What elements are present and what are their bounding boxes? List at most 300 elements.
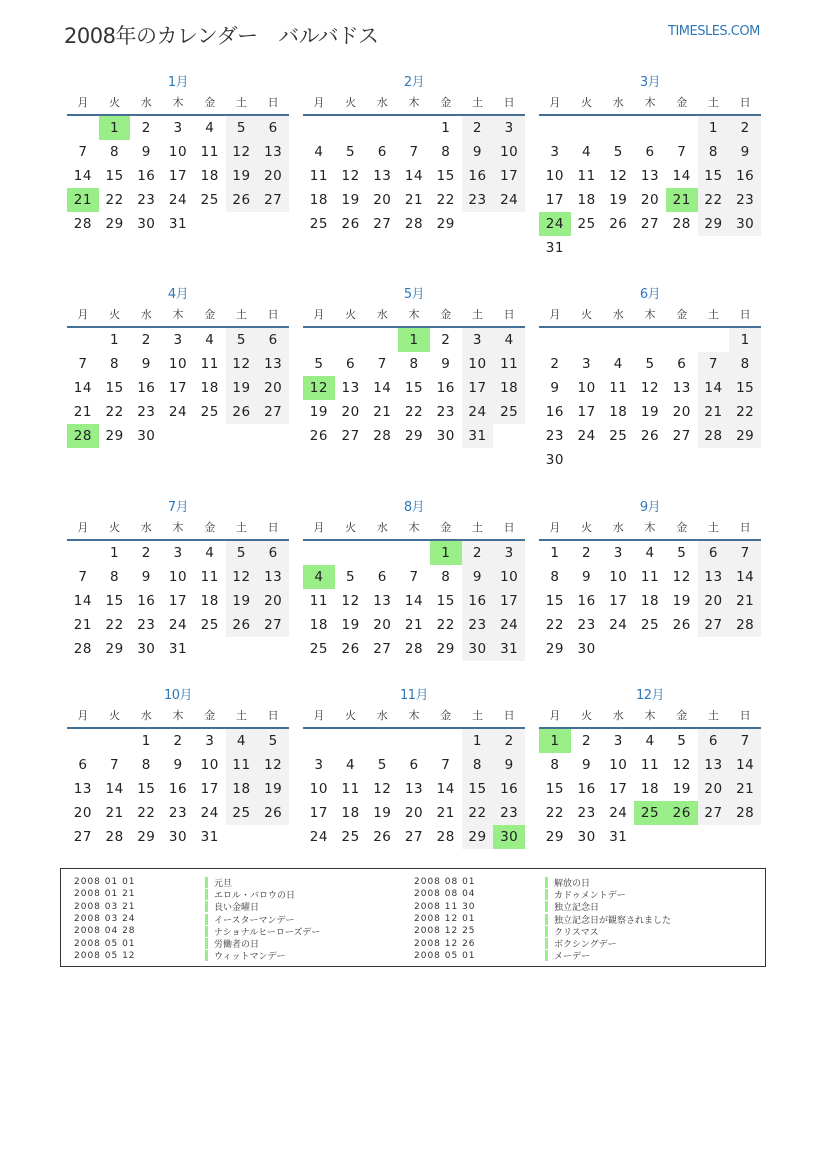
day-cell: 27 — [341, 428, 360, 444]
day-cell: 24 — [577, 428, 596, 444]
day-cell: 1 — [110, 545, 120, 561]
empty-cell — [698, 825, 730, 849]
week-row — [539, 328, 761, 352]
day-cell: 16 — [493, 777, 525, 801]
day-cell: 28 — [373, 428, 392, 444]
week-row — [539, 212, 761, 236]
day-cell: 4 — [645, 733, 655, 749]
empty-cell — [257, 825, 289, 849]
weekday-label: 月 — [549, 308, 561, 321]
day-cell: 7 — [677, 144, 687, 160]
week-row — [303, 565, 525, 589]
day-cell: 22 — [545, 805, 564, 821]
empty-cell — [666, 236, 698, 260]
weekday-label: 土 — [471, 96, 483, 109]
day-cell: 27 — [404, 829, 424, 845]
empty-cell — [303, 729, 335, 753]
empty-cell — [398, 541, 430, 565]
day-cell: 7 — [377, 356, 387, 372]
legend-item — [401, 901, 671, 913]
weekday-label: 木 — [172, 521, 184, 534]
day-cell: 24 — [609, 617, 628, 633]
day-cell: 26 — [309, 428, 328, 444]
weekday-label: 金 — [204, 96, 216, 109]
empty-cell — [226, 424, 258, 448]
day-cell: 24 — [168, 404, 188, 420]
site-logo[interactable]: TIMESLES.COM — [668, 24, 760, 39]
day-cell: 14 — [373, 380, 392, 396]
day-cell: 4 — [205, 120, 215, 136]
day-cell: 16 — [462, 164, 494, 188]
day-cell: 21 — [698, 400, 730, 424]
day-cell: 7 — [78, 356, 88, 372]
day-cell: 8 — [110, 144, 120, 160]
month-name: 1月 — [167, 75, 189, 90]
weekday-label: 木 — [408, 96, 420, 109]
empty-cell — [698, 448, 730, 472]
day-cell: 13 — [698, 565, 730, 589]
day-cell: 2 — [462, 116, 494, 140]
day-cell: 19 — [609, 192, 628, 208]
day-cell: 1 — [141, 733, 151, 749]
day-cell: 25 — [200, 192, 219, 208]
weekday-label: 金 — [676, 308, 688, 321]
empty-cell — [602, 637, 634, 661]
day-cell: 11 — [200, 569, 219, 585]
week-row — [67, 188, 289, 212]
day-cell: 25 — [309, 641, 328, 657]
day-cell: 29 — [462, 825, 494, 849]
day-cell: 6 — [346, 356, 356, 372]
day-cell: 20 — [257, 589, 289, 613]
day-cell: 13 — [257, 352, 289, 376]
day-cell: 9 — [141, 569, 151, 585]
day-cell: 27 — [640, 216, 660, 232]
day-cell: 24 — [168, 192, 188, 208]
weekday-label: 日 — [503, 709, 515, 722]
day-cell: 18 — [200, 380, 219, 396]
weekday-label: 木 — [644, 308, 656, 321]
week-row — [539, 589, 761, 613]
day-cell: 27 — [257, 188, 289, 212]
week-row — [303, 613, 525, 637]
empty-cell — [430, 729, 462, 753]
week-row — [67, 753, 289, 777]
day-cell: 14 — [436, 781, 455, 797]
day-cell: 2 — [173, 733, 183, 749]
day-cell: 27 — [373, 216, 392, 232]
day-cell: 12 — [672, 569, 691, 585]
month-name: 11月 — [399, 688, 429, 703]
day-cell: 20 — [698, 777, 730, 801]
weekday-label: 木 — [408, 308, 420, 321]
day-cell: 11 — [640, 569, 660, 585]
empty-cell — [634, 236, 666, 260]
week-row — [303, 729, 525, 753]
day-cell: 5 — [645, 356, 655, 372]
day-cell: 19 — [672, 593, 691, 609]
legend-column-right — [401, 876, 671, 962]
day-cell: 17 — [577, 404, 596, 420]
day-cell: 9 — [462, 140, 494, 164]
week-row — [303, 753, 525, 777]
week-row — [539, 613, 761, 637]
day-cell: 25 — [200, 404, 219, 420]
day-cell: 24 — [462, 400, 494, 424]
day-cell: 8 — [110, 569, 120, 585]
empty-cell — [666, 448, 698, 472]
day-cell: 9 — [441, 356, 451, 372]
legend-holiday-name: ボクシングデー — [554, 940, 617, 951]
day-cell: 24 — [168, 617, 188, 633]
month-name: 10月 — [163, 688, 193, 703]
day-cell: 11 — [493, 352, 525, 376]
weekday-label: 日 — [739, 96, 751, 109]
week-row — [303, 116, 525, 140]
weekday-label: 水 — [140, 521, 152, 534]
week-row — [303, 140, 525, 164]
empty-cell — [335, 541, 367, 565]
legend-item — [401, 950, 671, 962]
day-cell: 7 — [441, 757, 451, 773]
month-11 — [303, 687, 525, 849]
day-cell: 21 — [666, 188, 698, 212]
day-cell: 4 — [314, 144, 324, 160]
empty-cell — [226, 825, 258, 849]
day-cell: 20 — [257, 376, 289, 400]
weekday-label: 月 — [313, 709, 325, 722]
holiday-marker-icon — [205, 926, 208, 937]
empty-cell — [571, 448, 603, 472]
weekday-label: 水 — [376, 96, 388, 109]
day-cell: 1 — [99, 116, 131, 140]
day-cell: 20 — [404, 805, 424, 821]
day-cell: 13 — [640, 168, 660, 184]
weekday-label: 月 — [77, 521, 89, 534]
legend-date: 2008 12 01 — [414, 914, 476, 925]
day-cell: 30 — [137, 216, 156, 232]
day-cell: 9 — [582, 757, 592, 773]
day-cell: 25 — [609, 428, 628, 444]
legend-holiday-name: 労働者の日 — [214, 940, 260, 951]
weekday-label: 土 — [235, 96, 247, 109]
day-cell: 23 — [545, 428, 564, 444]
day-cell: 12 — [226, 352, 258, 376]
day-cell: 9 — [729, 140, 761, 164]
day-cell: 7 — [110, 757, 120, 773]
day-cell: 17 — [493, 589, 525, 613]
empty-cell — [194, 637, 226, 661]
day-cell: 1 — [441, 120, 451, 136]
weekday-label: 土 — [471, 308, 483, 321]
day-cell: 26 — [257, 801, 289, 825]
weekday-label: 水 — [612, 96, 624, 109]
empty-cell — [698, 236, 730, 260]
day-cell: 17 — [609, 593, 628, 609]
day-cell: 31 — [168, 216, 188, 232]
day-cell: 18 — [226, 777, 258, 801]
day-cell: 7 — [729, 541, 761, 565]
day-cell: 28 — [67, 424, 99, 448]
day-cell: 22 — [436, 617, 455, 633]
day-cell: 27 — [698, 613, 730, 637]
weekday-label: 日 — [739, 521, 751, 534]
legend-date: 2008 01 01 — [74, 877, 136, 888]
day-cell: 3 — [173, 332, 183, 348]
holiday-marker-icon — [545, 877, 548, 888]
empty-cell — [366, 328, 398, 352]
day-cell: 6 — [377, 144, 387, 160]
day-cell: 19 — [672, 781, 691, 797]
day-cell: 28 — [404, 216, 424, 232]
day-cell: 26 — [226, 613, 258, 637]
day-cell: 3 — [314, 757, 324, 773]
day-cell: 27 — [257, 400, 289, 424]
day-cell: 26 — [672, 617, 691, 633]
empty-cell — [634, 448, 666, 472]
day-cell: 18 — [609, 404, 628, 420]
legend-date: 2008 05 01 — [74, 938, 136, 949]
day-cell: 28 — [73, 216, 92, 232]
empty-cell — [666, 328, 698, 352]
legend-date: 2008 04 28 — [74, 926, 136, 937]
weekday-label: 土 — [707, 709, 719, 722]
holiday-marker-icon — [205, 950, 208, 961]
empty-cell — [666, 116, 698, 140]
day-cell: 7 — [698, 352, 730, 376]
day-cell: 9 — [582, 569, 592, 585]
day-cell: 4 — [205, 545, 215, 561]
day-cell: 9 — [141, 356, 151, 372]
day-cell: 5 — [613, 144, 623, 160]
weekday-label: 日 — [503, 96, 515, 109]
day-cell: 26 — [226, 400, 258, 424]
day-cell: 31 — [493, 637, 525, 661]
day-cell: 19 — [341, 617, 360, 633]
day-cell: 15 — [436, 593, 455, 609]
weekday-label: 日 — [503, 308, 515, 321]
day-cell: 7 — [729, 729, 761, 753]
empty-cell — [698, 328, 730, 352]
day-cell: 13 — [404, 781, 424, 797]
week-row — [67, 424, 289, 448]
weekday-header — [303, 517, 525, 541]
day-cell: 25 — [640, 617, 660, 633]
day-cell: 25 — [226, 801, 258, 825]
day-cell: 16 — [137, 168, 156, 184]
empty-cell — [729, 825, 761, 849]
empty-cell — [366, 729, 398, 753]
week-row — [67, 541, 289, 565]
legend-item — [61, 888, 320, 900]
weekday-label: 月 — [313, 521, 325, 534]
day-cell: 29 — [105, 216, 124, 232]
day-cell: 5 — [226, 116, 258, 140]
legend-holiday-name: 独立記念日が観察されました — [554, 915, 672, 926]
legend-holiday-name: ナショナルヒーローズデー — [214, 927, 321, 938]
day-cell: 22 — [105, 617, 124, 633]
day-cell: 2 — [582, 545, 592, 561]
month-name: 12月 — [635, 688, 665, 703]
week-row — [539, 777, 761, 801]
day-cell: 25 — [577, 216, 596, 232]
week-row — [67, 589, 289, 613]
weekday-label: 水 — [140, 96, 152, 109]
holiday-marker-icon — [545, 889, 548, 900]
day-cell: 15 — [436, 168, 455, 184]
day-cell: 29 — [545, 829, 564, 845]
day-cell: 26 — [341, 216, 360, 232]
month-name: 6月 — [639, 287, 661, 302]
day-cell: 11 — [609, 380, 628, 396]
day-cell: 18 — [640, 781, 660, 797]
empty-cell — [493, 424, 525, 448]
day-cell: 22 — [729, 400, 761, 424]
day-cell: 8 — [110, 356, 120, 372]
holiday-marker-icon — [205, 938, 208, 949]
day-cell: 5 — [377, 757, 387, 773]
day-cell: 10 — [462, 352, 494, 376]
empty-cell — [493, 212, 525, 236]
day-cell: 18 — [200, 168, 219, 184]
day-cell: 20 — [672, 404, 691, 420]
day-cell: 29 — [545, 641, 564, 657]
day-cell: 30 — [436, 428, 455, 444]
month-name: 4月 — [167, 287, 189, 302]
weekday-header — [67, 92, 289, 116]
day-cell: 29 — [698, 212, 730, 236]
weekday-label: 月 — [77, 709, 89, 722]
day-cell: 31 — [168, 641, 188, 657]
day-cell: 28 — [672, 216, 691, 232]
weekday-header — [303, 92, 525, 116]
day-cell: 14 — [73, 593, 92, 609]
empty-cell — [366, 541, 398, 565]
day-cell: 6 — [409, 757, 419, 773]
weekday-label: 金 — [204, 709, 216, 722]
day-cell: 14 — [729, 565, 761, 589]
month-3 — [539, 74, 761, 260]
day-cell: 14 — [73, 380, 92, 396]
day-cell: 8 — [729, 352, 761, 376]
day-cell: 24 — [539, 212, 571, 236]
week-row — [539, 565, 761, 589]
day-cell: 31 — [545, 240, 564, 256]
holiday-marker-icon — [205, 914, 208, 925]
weekday-label: 火 — [345, 709, 357, 722]
legend-date: 2008 03 24 — [74, 914, 136, 925]
legend-date: 2008 12 26 — [414, 938, 476, 949]
legend-date: 2008 01 21 — [74, 889, 136, 900]
day-cell: 26 — [226, 188, 258, 212]
day-cell: 23 — [168, 805, 188, 821]
day-cell: 11 — [341, 781, 360, 797]
day-cell: 13 — [672, 380, 691, 396]
day-cell: 5 — [226, 328, 258, 352]
weekday-label: 水 — [376, 521, 388, 534]
day-cell: 12 — [341, 593, 360, 609]
weekday-label: 火 — [581, 521, 593, 534]
day-cell: 18 — [309, 192, 328, 208]
day-cell: 10 — [168, 144, 188, 160]
day-cell: 24 — [200, 805, 219, 821]
day-cell: 6 — [257, 116, 289, 140]
day-cell: 29 — [436, 641, 455, 657]
weekday-label: 火 — [109, 709, 121, 722]
day-cell: 6 — [257, 328, 289, 352]
day-cell: 26 — [609, 216, 628, 232]
day-cell: 9 — [173, 757, 183, 773]
day-cell: 5 — [314, 356, 324, 372]
empty-cell — [729, 637, 761, 661]
week-row — [303, 801, 525, 825]
empty-cell — [194, 424, 226, 448]
week-row — [67, 777, 289, 801]
day-cell: 21 — [73, 617, 92, 633]
day-cell: 19 — [341, 192, 360, 208]
day-cell: 1 — [698, 116, 730, 140]
month-name: 2月 — [403, 75, 425, 90]
empty-cell — [226, 212, 258, 236]
day-cell: 25 — [341, 829, 360, 845]
empty-cell — [257, 424, 289, 448]
weekday-label: 火 — [109, 308, 121, 321]
weekday-label: 火 — [345, 521, 357, 534]
empty-cell — [335, 729, 367, 753]
holiday-marker-icon — [545, 901, 548, 912]
day-cell: 15 — [462, 777, 494, 801]
month-8 — [303, 499, 525, 661]
day-cell: 20 — [640, 192, 660, 208]
week-row — [67, 352, 289, 376]
day-cell: 24 — [309, 829, 328, 845]
day-cell: 23 — [729, 188, 761, 212]
day-cell: 20 — [373, 192, 392, 208]
day-cell: 3 — [493, 541, 525, 565]
day-cell: 6 — [698, 541, 730, 565]
day-cell: 1 — [430, 541, 462, 565]
day-cell: 22 — [137, 805, 156, 821]
weekday-label: 木 — [644, 521, 656, 534]
day-cell: 26 — [666, 801, 698, 825]
day-cell: 28 — [729, 801, 761, 825]
day-cell: 10 — [609, 757, 628, 773]
legend-item — [61, 950, 320, 962]
day-cell: 17 — [493, 164, 525, 188]
empty-cell — [634, 637, 666, 661]
empty-cell — [666, 637, 698, 661]
day-cell: 30 — [545, 452, 564, 468]
day-cell: 19 — [309, 404, 328, 420]
day-cell: 30 — [137, 428, 156, 444]
legend-item — [401, 913, 671, 925]
day-cell: 2 — [550, 356, 560, 372]
day-cell: 1 — [398, 328, 430, 352]
day-cell: 18 — [640, 593, 660, 609]
weekday-label: 水 — [612, 521, 624, 534]
day-cell: 1 — [539, 729, 571, 753]
day-cell: 3 — [205, 733, 215, 749]
day-cell: 15 — [105, 380, 124, 396]
day-cell: 23 — [493, 801, 525, 825]
weekday-label: 火 — [109, 96, 121, 109]
weekday-label: 水 — [376, 709, 388, 722]
day-cell: 30 — [729, 212, 761, 236]
week-row — [303, 777, 525, 801]
weekday-label: 日 — [267, 308, 279, 321]
day-cell: 16 — [577, 593, 596, 609]
day-cell: 7 — [409, 144, 419, 160]
